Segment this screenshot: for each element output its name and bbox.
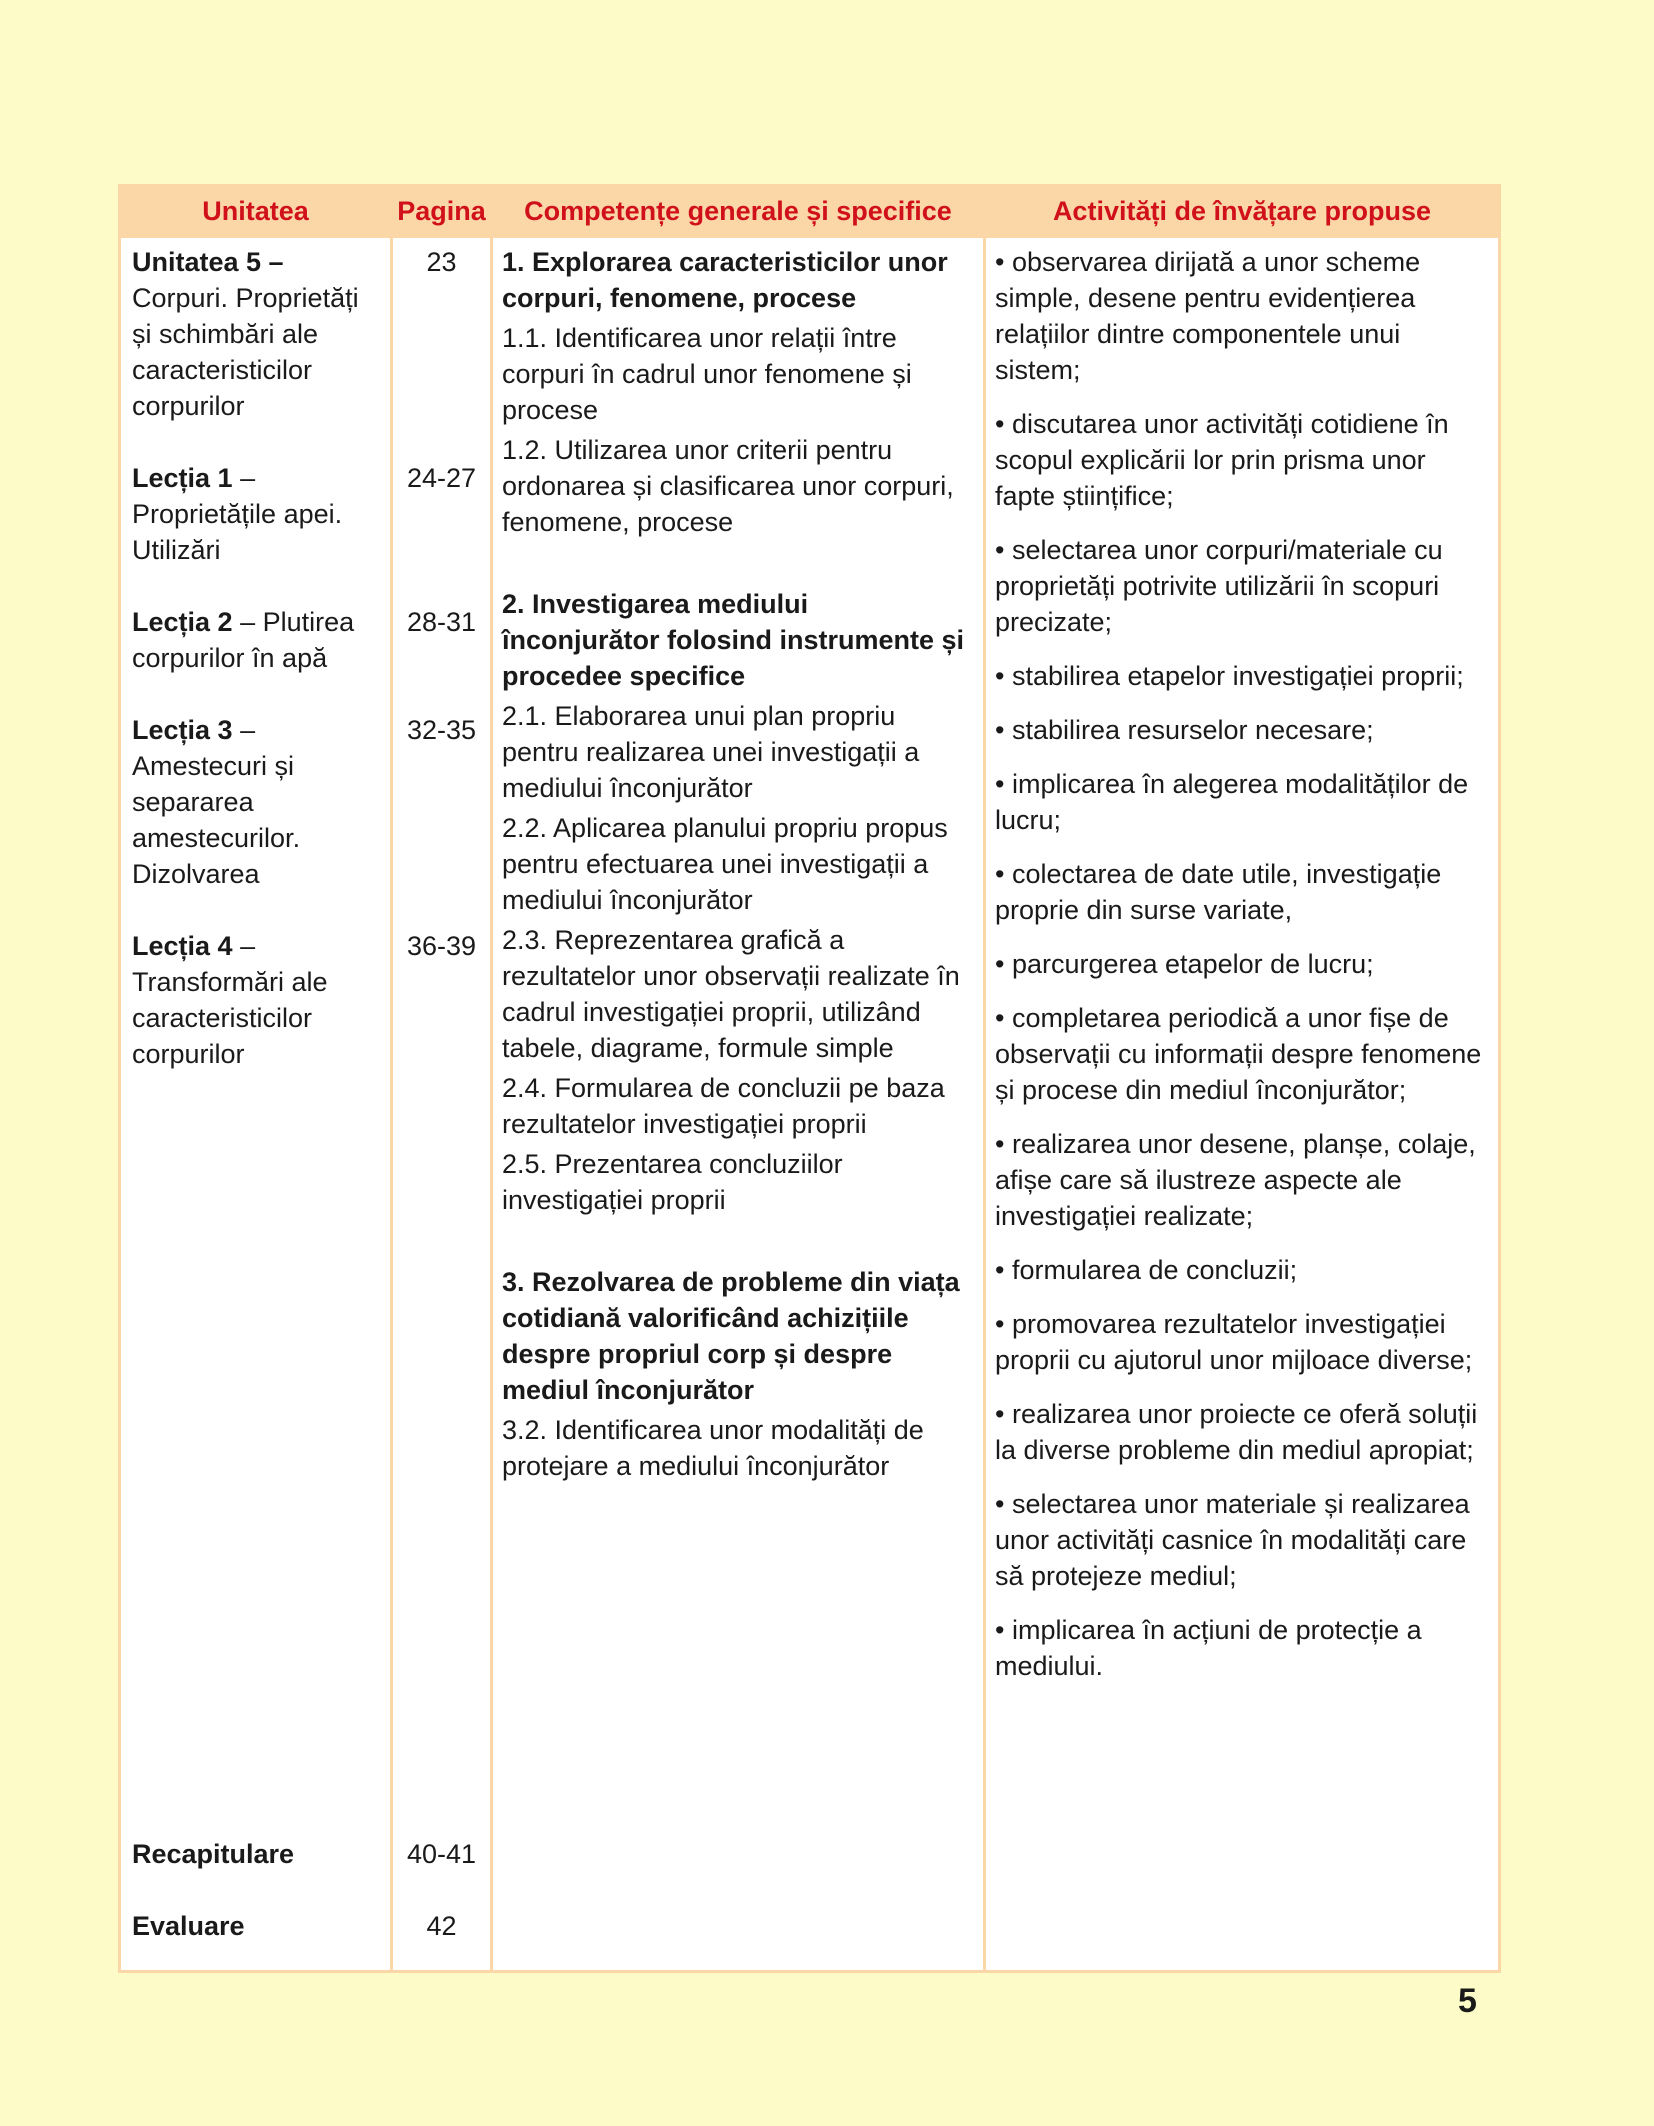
- header-page: Pagina: [392, 186, 492, 237]
- activity-item: • observarea dirijată a unor scheme simple, desene pentru evidențierea relațiilor dintre componentele unui sistem;: [995, 247, 1421, 385]
- specific-competence: 2.3. Reprezentarea grafică a rezultatelor unor observații realizate în cadrul investigației proprii, utilizând tabele, diagrame, formule simple: [502, 925, 960, 1063]
- lesson-description: – Proprietățile apei. Utilizări: [132, 463, 343, 565]
- activity-item: • implicarea în acțiuni de protecție a mediului.: [995, 1615, 1422, 1681]
- lesson-entry: [132, 460, 382, 568]
- page-ref: 24-27: [406, 463, 477, 493]
- activity-item: • selectarea unor materiale și realizarea unor activități casnice în modalități care să protejeze mediul;: [995, 1489, 1470, 1591]
- lesson-description: – Plutirea corpurilor în apă: [132, 607, 355, 673]
- page-ref: 32-35: [406, 715, 477, 745]
- competence-group: [502, 586, 969, 1218]
- activity-item: • parcurgerea etapelor de lucru;: [995, 949, 1374, 979]
- activity-item: • colectarea de date utile, investigație proprie din surse variate,: [995, 859, 1442, 925]
- lesson-description: – Transformări ale caracteristicilor corpurilor: [132, 931, 328, 1069]
- lesson-entry: [132, 928, 382, 1072]
- page-ref: 28-31: [406, 607, 477, 637]
- table-row: [120, 237, 1500, 1972]
- page-ref: 23: [426, 247, 457, 277]
- page-ref: 42: [426, 1911, 457, 1941]
- page-ref: 36-39: [406, 931, 477, 961]
- page-number: 5: [1458, 1982, 1477, 2020]
- header-activities: Activități de învățare propuse: [985, 186, 1500, 237]
- evaluation-title: Evaluare: [132, 1911, 245, 1941]
- specific-competence: 3.2. Identificarea unor modalități de protejare a mediului înconjurător: [502, 1415, 924, 1481]
- specific-competence: 2.2. Aplicarea planului propriu propus pentru efectuarea unei investigații a mediului înconjurător: [502, 813, 948, 915]
- specific-competence: 2.4. Formularea de concluzii pe baza rezultatelor investigației proprii: [502, 1073, 945, 1139]
- curriculum-table: [118, 184, 1501, 1973]
- competence-group: [502, 1264, 969, 1484]
- activity-item: • discutarea unor activități cotidiene în scopul explicării lor prin prisma unor fapte științifice;: [995, 409, 1449, 511]
- general-competence: 3. Rezolvarea de probleme din viața cotidiană valorificând achizițiile despre propriul corp și despre mediul înconjurător: [502, 1267, 960, 1405]
- evaluation-entry: [132, 1908, 382, 1944]
- activity-item: • stabilirea etapelor investigației proprii;: [995, 661, 1464, 691]
- activity-item: • stabilirea resurselor necesare;: [995, 715, 1374, 745]
- unit-entry: [132, 244, 382, 424]
- recap-entry: [132, 1836, 382, 1872]
- table-header-row: [120, 186, 1500, 237]
- lesson-title: Lecția 2: [132, 607, 233, 637]
- competence-group: [502, 244, 969, 540]
- unit-description: Corpuri. Proprietăți și schimbări ale caracteristicilor corpurilor: [132, 283, 359, 421]
- lesson-entry: [132, 712, 382, 892]
- unit-column: [120, 237, 392, 1972]
- general-competence: 2. Investigarea mediului înconjurător folosind instrumente și procedee specifice: [502, 589, 965, 691]
- specific-competence: 2.5. Prezentarea concluziilor investigației proprii: [502, 1149, 843, 1215]
- specific-competence: 1.1. Identificarea unor relații între corpuri în cadrul unor fenomene și procese: [502, 323, 912, 425]
- activity-item: • completarea periodică a unor fișe de observații cu informații despre fenomene și procese din mediul înconjurător;: [995, 1003, 1482, 1105]
- page-column: [392, 237, 492, 1972]
- unit-title: Unitatea 5 –: [132, 247, 284, 277]
- activity-item: • implicarea în alegerea modalităților de lucru;: [995, 769, 1469, 835]
- activity-item: • realizarea unor proiecte ce oferă soluții la diverse probleme din mediul apropiat;: [995, 1399, 1478, 1465]
- lesson-description: – Amestecuri și separarea amestecurilor. Dizolvarea: [132, 715, 301, 889]
- activity-item: • formularea de concluzii;: [995, 1255, 1298, 1285]
- header-unit: Unitatea: [120, 186, 392, 237]
- activity-item: • realizarea unor desene, planșe, colaje, afișe care să ilustreze aspecte ale investigației realizate;: [995, 1129, 1476, 1231]
- general-competence: 1. Explorarea caracteristicilor unor corpuri, fenomene, procese: [502, 247, 948, 313]
- recap-title: Recapitulare: [132, 1839, 295, 1869]
- competences-column: [492, 237, 985, 1972]
- specific-competence: 2.1. Elaborarea unui plan propriu pentru realizarea unei investigații a mediului înconjurător: [502, 701, 920, 803]
- page-ref: 40-41: [406, 1839, 477, 1869]
- specific-competence: 1.2. Utilizarea unor criterii pentru ordonarea și clasificarea unor corpuri, fenomene, procese: [502, 435, 954, 537]
- activities-column: [985, 237, 1500, 1972]
- lesson-entry: [132, 604, 382, 676]
- activity-item: • selectarea unor corpuri/materiale cu proprietăți potrivite utilizării în scopuri precizate;: [995, 535, 1443, 637]
- lesson-title: Lecția 4: [132, 931, 233, 961]
- lesson-title: Lecția 3: [132, 715, 233, 745]
- activity-item: • promovarea rezultatelor investigației proprii cu ajutorul unor mijloace diverse;: [995, 1309, 1473, 1375]
- lesson-title: Lecția 1: [132, 463, 233, 493]
- header-competences: Competențe generale și specifice: [492, 186, 985, 237]
